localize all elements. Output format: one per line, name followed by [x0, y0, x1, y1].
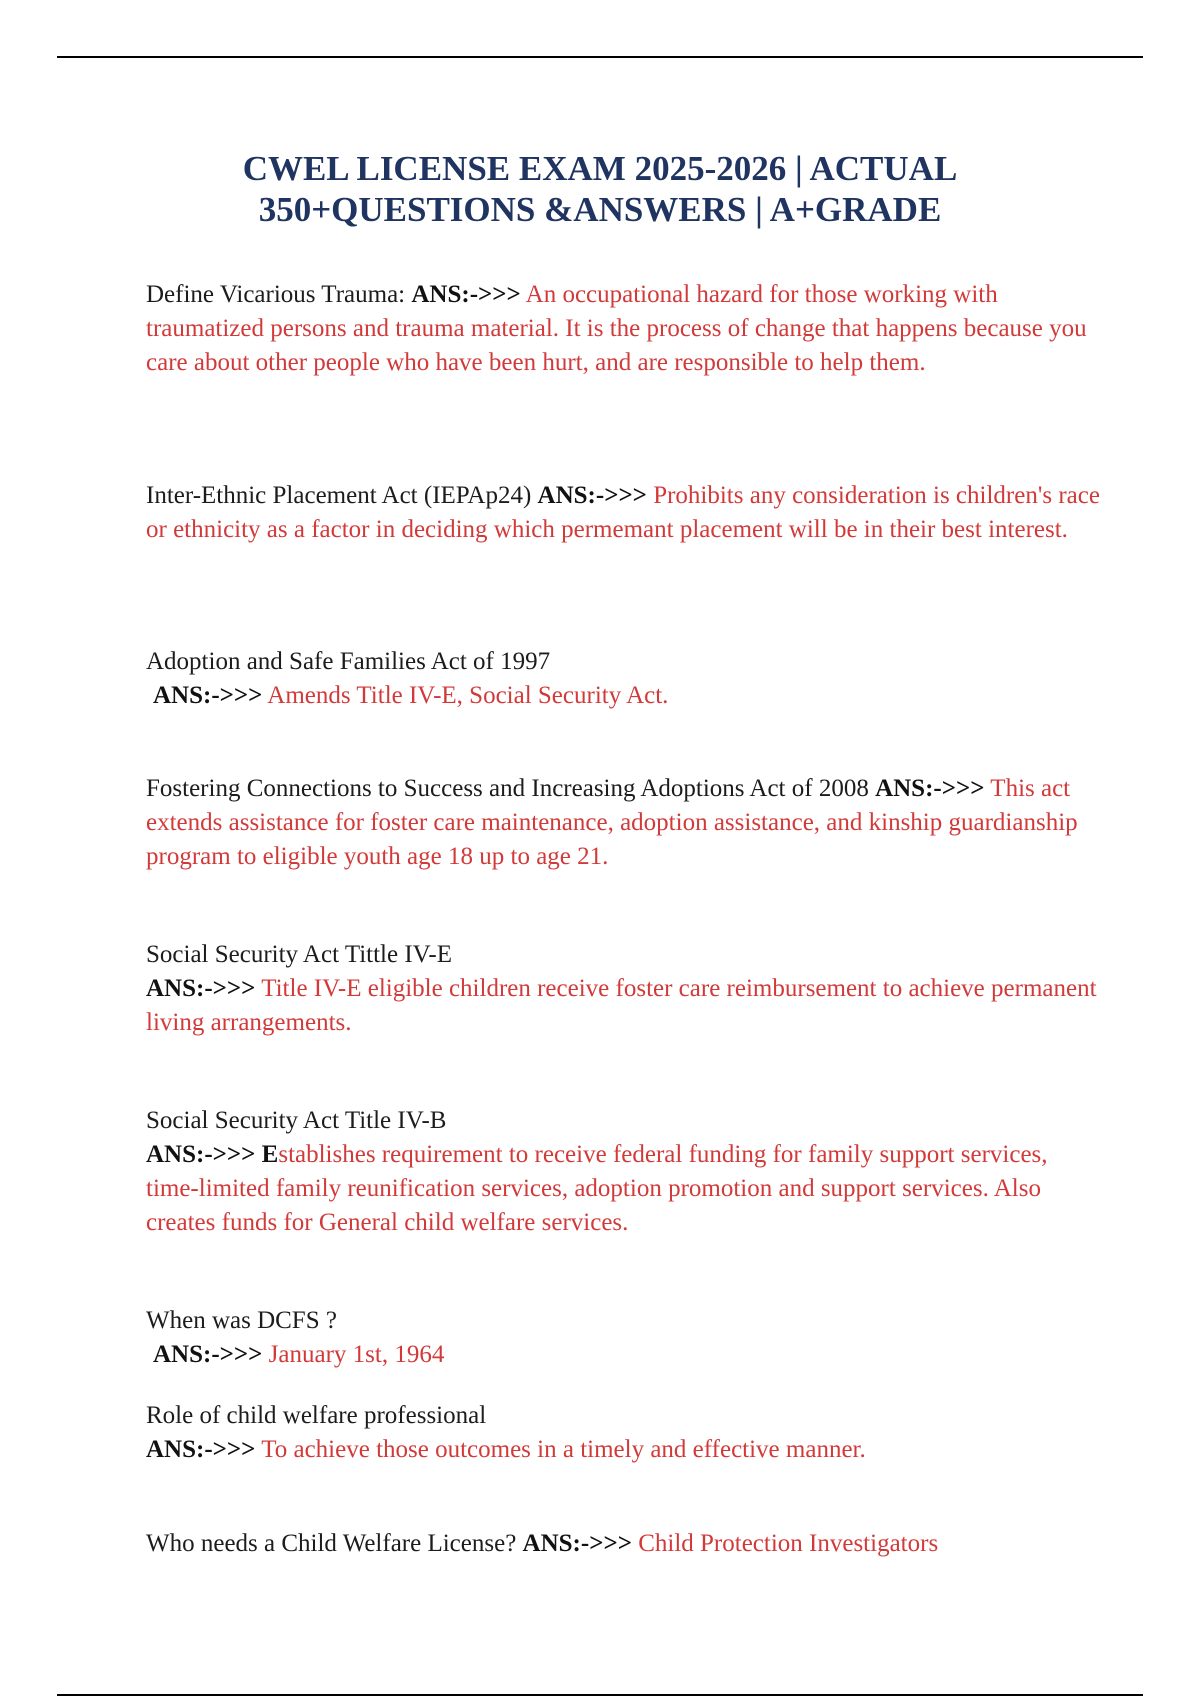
question-text: Role of child welfare professional [146, 1402, 487, 1429]
answer-marker: ANS:->>> [411, 281, 521, 308]
qa-item [146, 645, 1106, 713]
answer-first-letter: E [261, 1141, 279, 1168]
qa-item [146, 1104, 1106, 1240]
answer-text: To achieve those outcomes in a timely and effective manner. [261, 1436, 866, 1463]
bottom-rule [57, 1694, 1143, 1696]
qa-item [146, 1304, 1106, 1372]
answer-marker: ANS:->>> [146, 1436, 256, 1463]
question-text: Adoption and Safe Families Act of 1997 [146, 648, 551, 675]
qa-item [146, 772, 1106, 874]
question-text: Who needs a Child Welfare License? [146, 1530, 517, 1557]
answer-text: January 1st, 1964 [268, 1341, 445, 1368]
answer-marker: ANS:->>> [146, 975, 256, 1002]
question-text: Define Vicarious Trauma: [146, 281, 406, 308]
question-text: Social Security Act Tittle IV-E [146, 941, 453, 968]
answer-marker: ANS:->>> [153, 1341, 263, 1368]
answer-marker: ANS:->>> [537, 482, 647, 509]
answer-text: Child Protection Investigators [638, 1530, 939, 1557]
document-title [150, 148, 1050, 230]
answer-marker: ANS:->>> [522, 1530, 632, 1557]
answer-text: Title IV-E eligible children receive foster care reimbursement to achieve permanent living arrangements. [146, 975, 1097, 1036]
answer-text: An occupational hazard for those working with traumatized persons and trauma material. It is the process of change that happens because you care about other people who have been hurt, and are responsible to help them. [146, 281, 1087, 376]
qa-item [146, 1399, 1106, 1467]
top-rule [57, 56, 1143, 58]
answer-marker: ANS:->>> [153, 682, 263, 709]
qa-item [146, 1527, 1106, 1561]
title-line-2: 350+QUESTIONS &ANSWERS | A+GRADE [258, 190, 942, 229]
question-text: Inter-Ethnic Placement Act (IEPAp24) [146, 482, 532, 509]
qa-item [146, 278, 1106, 380]
question-text: Fostering Connections to Success and Increasing Adoptions Act of 2008 [146, 775, 869, 802]
answer-text: Prohibits any consideration is children's race or ethnicity as a factor in deciding which permemant placement will be in their best interest. [146, 482, 1100, 543]
answer-marker: ANS:->>> [146, 1141, 256, 1168]
answer-text: Amends Title IV-E, Social Security Act. [267, 682, 669, 709]
answer-marker: ANS:->>> [875, 775, 985, 802]
qa-item [146, 479, 1106, 547]
question-text: When was DCFS ? [146, 1307, 337, 1334]
qa-item [146, 938, 1106, 1040]
answer-text: stablishes requirement to receive federal funding for family support services, time-limited family reunification services, adoption promotion and support services. Also creates funds for General child welfare services. [146, 1141, 1048, 1236]
title-line-1: CWEL LICENSE EXAM 2025-2026 | ACTUAL [242, 149, 958, 188]
question-text: Social Security Act Title IV-B [146, 1107, 447, 1134]
answer-text: This act extends assistance for foster care maintenance, adoption assistance, and kinship guardianship program to eligible youth age 18 up to age 21. [146, 775, 1078, 870]
